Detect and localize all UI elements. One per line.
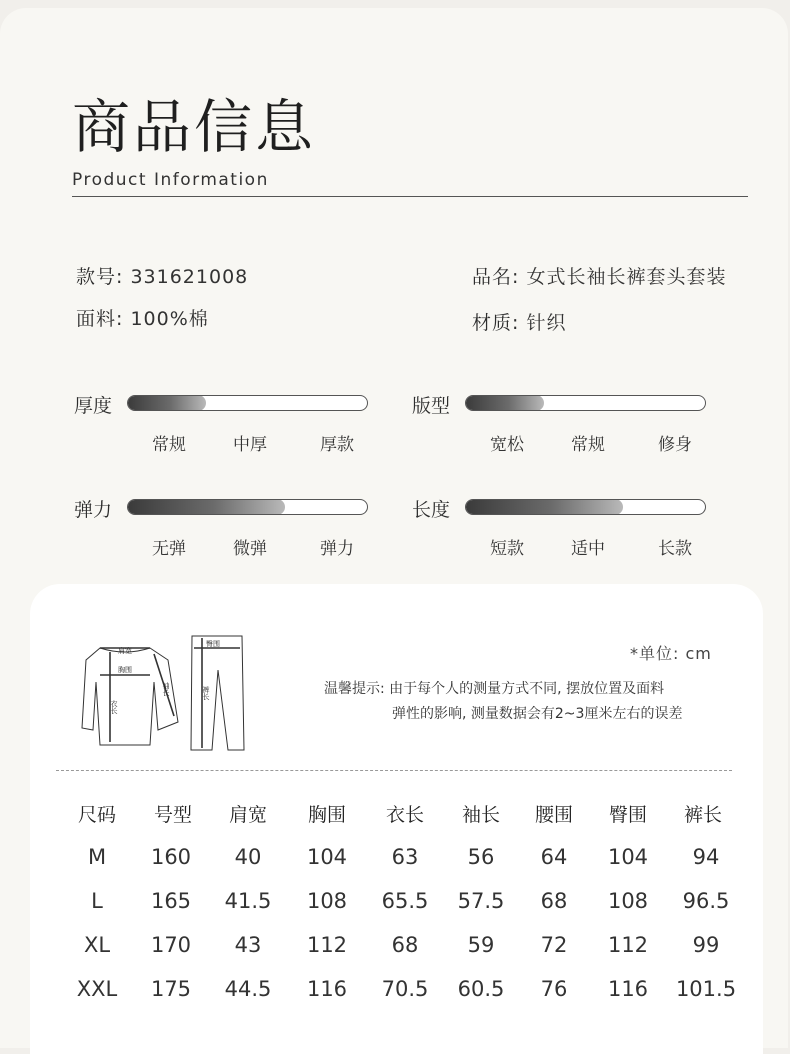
length-fill [465, 499, 623, 515]
length-option-1: 短款 [490, 539, 524, 559]
diagram-label-hip: 臀围 [206, 640, 220, 648]
size-cell-size: XXL [76, 977, 118, 1001]
size-cell-sleeve: 59 [467, 933, 495, 957]
thickness-scale [127, 395, 368, 411]
thickness-option-3: 厚款 [320, 435, 354, 455]
style-number-label: 款号: [76, 266, 124, 288]
size-cell-length: 63 [391, 845, 419, 869]
size-header-sleeve: 袖长 [461, 804, 500, 826]
length-scale [465, 499, 706, 515]
size-cell-shoulder: 41.5 [224, 889, 272, 913]
material-label: 材质: [472, 312, 520, 334]
size-cell-model: 160 [150, 845, 192, 869]
elasticity-option-1: 无弹 [152, 539, 186, 559]
size-divider [56, 770, 732, 771]
thickness-option-2: 中厚 [233, 435, 267, 455]
style-number-value: 331621008 [130, 266, 249, 288]
diagram-label-sleeve: 袖长 [162, 682, 170, 696]
attr-label-length: 长度 [412, 499, 451, 521]
fit-option-1: 宽松 [490, 435, 524, 455]
fit-fill [465, 395, 544, 411]
fit-scale [465, 395, 706, 411]
elasticity-option-3: 弹力 [320, 539, 354, 559]
diagram-label-pants: 裤长 [202, 686, 210, 700]
size-header-pants: 裤长 [683, 804, 722, 826]
product-name-label: 品名: [472, 266, 520, 288]
elasticity-option-2: 微弹 [233, 539, 267, 559]
thickness-fill [127, 395, 206, 411]
size-cell-waist: 72 [540, 933, 568, 957]
measurement-diagram [78, 630, 248, 755]
fabric [76, 304, 209, 331]
size-cell-sleeve: 60.5 [457, 977, 505, 1001]
diagram-label-shoulder: 肩宽 [118, 647, 132, 655]
title-divider [72, 196, 748, 197]
elasticity-scale [127, 499, 368, 515]
size-cell-shoulder: 43 [234, 933, 262, 957]
length-option-3: 长款 [658, 539, 692, 559]
product-name-value: 女式长袖长裤套头套装 [526, 266, 727, 288]
page-title: 商品信息 [72, 93, 317, 161]
size-cell-hip: 116 [607, 977, 649, 1001]
measurement-tip-line-1: 温馨提示: 由于每个人的测量方式不同, 摆放位置及面料 [324, 681, 665, 697]
size-cell-length: 65.5 [381, 889, 429, 913]
size-cell-pants: 96.5 [682, 889, 730, 913]
size-cell-chest: 112 [306, 933, 348, 957]
elasticity-fill [127, 499, 285, 515]
size-cell-waist: 76 [540, 977, 568, 1001]
size-cell-size: M [87, 845, 107, 869]
top-garment-outline [82, 648, 178, 745]
size-cell-model: 175 [150, 977, 192, 1001]
product-name [472, 262, 726, 289]
size-cell-waist: 64 [540, 845, 568, 869]
size-cell-size: XL [83, 933, 111, 957]
diagram-label-chest: 胸围 [118, 666, 132, 674]
size-cell-pants: 94 [692, 845, 720, 869]
size-header-chest: 胸围 [307, 804, 346, 826]
size-cell-shoulder: 44.5 [224, 977, 272, 1001]
size-cell-hip: 104 [607, 845, 649, 869]
size-cell-chest: 104 [306, 845, 348, 869]
unit-note: *单位: cm [630, 644, 712, 663]
fit-option-2: 常规 [571, 435, 605, 455]
size-header-hip: 臀围 [608, 804, 647, 826]
material-value: 针织 [526, 312, 567, 334]
diagram-label-length: 衣长 [110, 700, 118, 714]
size-header-shoulder: 肩宽 [228, 804, 267, 826]
attr-label-fit: 版型 [412, 395, 451, 417]
size-cell-hip: 108 [607, 889, 649, 913]
size-cell-sleeve: 56 [467, 845, 495, 869]
material [472, 308, 566, 335]
size-cell-model: 165 [150, 889, 192, 913]
attr-label-thickness: 厚度 [74, 395, 113, 417]
thickness-option-1: 常规 [152, 435, 186, 455]
size-cell-hip: 112 [607, 933, 649, 957]
size-cell-chest: 116 [306, 977, 348, 1001]
size-header-waist: 腰围 [534, 804, 573, 826]
size-cell-length: 68 [391, 933, 419, 957]
pants-outline [191, 636, 244, 750]
size-cell-pants: 101.5 [675, 977, 737, 1001]
size-cell-size: L [91, 889, 103, 913]
size-cell-sleeve: 57.5 [457, 889, 505, 913]
size-header-length: 衣长 [385, 804, 424, 826]
size-header-model: 号型 [153, 804, 192, 826]
fit-option-3: 修身 [658, 435, 692, 455]
style-number [76, 262, 248, 289]
fabric-label: 面料: [76, 308, 124, 330]
size-cell-chest: 108 [306, 889, 348, 913]
size-cell-shoulder: 40 [234, 845, 262, 869]
size-header-size: 尺码 [77, 804, 116, 826]
size-cell-model: 170 [150, 933, 192, 957]
size-cell-waist: 68 [540, 889, 568, 913]
length-option-2: 适中 [571, 539, 605, 559]
size-cell-pants: 99 [692, 933, 720, 957]
attr-label-elasticity: 弹力 [74, 499, 113, 521]
size-cell-length: 70.5 [381, 977, 429, 1001]
fabric-value: 100%棉 [130, 308, 209, 330]
measurement-tip-line-2: 弹性的影响, 测量数据会有2~3厘米左右的误差 [392, 706, 683, 722]
page-subtitle: Product Information [72, 170, 269, 190]
